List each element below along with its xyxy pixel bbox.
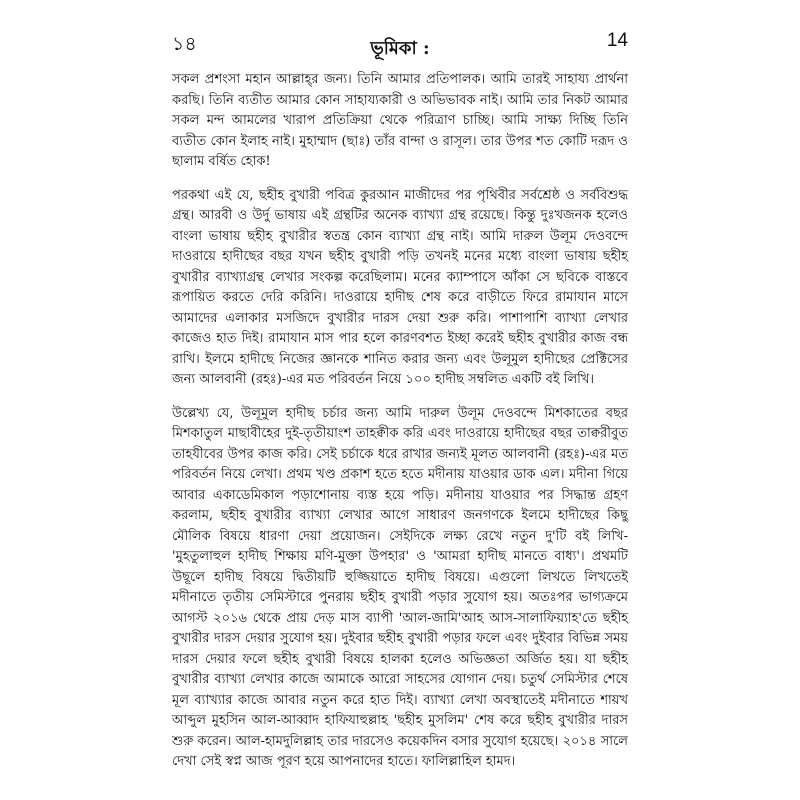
page-body	[172, 70, 628, 773]
page-number-english: 14	[606, 30, 628, 51]
paragraph-journey: উল্লেখ্য যে, উলূমুল হাদীছ চর্চার জন্য আমি দারুল উলূম দেওবন্দে মিশকাতের বছর মিশকাতুল মাছাবীহের দুই-তৃতীয়াংশ তাহক্বীক করি এবং দাওরায়ে হাদীছের বছর তাক্বরীবুত তাহযীবের উপর কাজ করি। সেই চর্চাকে ধরে রাখার জন্যই মূলত আলবানী (রহঃ)-এর মত পরিবর্তন নিয়ে লেখা। প্রথম খণ্ড প্রকাশ হতে হতে মদীনায় যাওয়ার ডাক এল। মদীনা গিয়ে আবার একাডেমিকাল পড়াশোনায় ব্যস্ত হয়ে পড়ি। মদীনায় যাওয়ার পর সিদ্ধান্ত গ্রহণ করলাম, ছহীহ বুখারীর ব্যাখ্যা লেখার আগে সাধারণ জনগণকে ইলমে হাদীছের কিছু মৌলিক বিষয়ে ধারণা দেয়া প্রয়োজন। সেইদিকে লক্ষ্য রেখে নতুন দু'টি বই লিখি- 'মুহতুলাহুল হাদীছ শিক্ষায় মণি-মুক্তা উপহার' ও 'আমরা হাদীছ মানতে বাধ্য'। প্রথমটি উছূলে হাদীছ বিষয়ে দ্বিতীয়টি হুজ্জিয়াতে হাদীছ বিষয়ে। এগুলো লিখতে লিখতেই মদীনাতে তৃতীয় সেমিস্টারে পুনরায় ছহীহ বুখারী পড়ার সুযোগ হয়। অতঃপর ভাগ্যক্রমে আগস্ট ২০১৬ থেকে প্রায় দেড় মাস ব্যাপী 'আল-জামি'আহ আস-সালাফিয়্যাহ'তে ছহীহ বুখারীর দারস দেয়ার সুযোগ হয়। দুইবার ছহীহ বুখারী পড়ার ফলে এবং দুইবার বিভিন্ন সময় দারস দেয়ার ফলে ছহীহ বুখারী বিষয়ে হালকা হলেও অভিজ্ঞতা অর্জিত হয়। যা ছহীহ বুখারীর ব্যাখ্যা লেখার কাজে আমাকে আরো সাহসের যোগান দেয়। চতুর্থ সেমিস্টার শেষে মূল ব্যাখ্যার কাজে আবার নতুন করে হাত দিই। ব্যাখ্যা লেখা অবস্থাতেই মদীনাতে শায়খ আব্দুল মুহসিন আল-আব্বাদ হাফিযাহুল্লাহ 'ছহীহ মুসলিম' শেষ করে ছহীহ বুখারীর দারস শুরু করেন। আল-হামদুলিল্লাহ তার দারসেও কয়েকদিন বসার সুযোগ হয়েছে। ২০১৪ সালে দেখা সেই স্বপ্ন আজ পূরণ হয়ে আপনাদের হাতে। ফালিল্লাহিল হামদ।	[172, 405, 628, 769]
page-title: ভূমিকা :	[370, 38, 430, 59]
paragraph-praise: সকল প্রশংসা মহান আল্লাহ্‌র জন্য। তিনি আমার প্রতিপালক। আমি তারই সাহায্য প্রার্থনা করছি। তিনি ব্যতীত আমার কোন সাহায্যকারী ও অভিভাবক নাই। আমি তার নিকট আমার সকল মন্দ আমলের খারাপ প্রতিক্রিয়া থেকে পরিত্রাণ চাচ্ছি। আমি সাক্ষ্য দিচ্ছি তিনি ব্যতীত কোন ইলাহ নাই। মুহাম্মাদ (ছাঃ) তাঁর বান্দা ও রাসূল। তার উপর শত কোটি দরূদ ও ছালাম বর্ষিত হোক!	[172, 72, 628, 169]
paragraph-background: পরকথা এই যে, ছহীহ বুখারী পবিত্র কুরআন মাজীদের পর পৃথিবীর সর্বশ্রেষ্ঠ ও সর্ববিশুদ্ধ গ্রন্থ। আরবী ও উর্দু ভাষায় এই গ্রন্থটির অনেক ব্যাখ্যা গ্রন্থ রয়েছে। কিন্তু দুঃখজনক হলেও বাংলা ভাষায় ছহীহ বুখারীর স্বতন্ত্র কোন ব্যাখ্যা গ্রন্থ নাই। আমি দারুল উলূম দেওবন্দে দাওরায়ে হাদীছের বছর যখন ছহীহ বুখারী পড়ি তখনই মনের মধ্যে বাংলা ভাষায় ছহীহ বুখারীর ব্যাখ্যাগ্রন্থ লেখার সংকল্প করেছিলাম। মনের ক্যাম্পাসে আঁকা সে ছবিকে বাস্তবে রূপায়িত করতে দেরি করিনি। দাওরায়ে হাদীছ শেষ করে বাড়ীতে ফিরে রামাযান মাসে আমাদের এলাকার মসজিদে বুখারীর দারস দেয়া শুরু করি। পাশাপাশি ব্যাখ্যা লেখার কাজেও হাত দিই। রামাযান মাস পার হলে কারণবশত ইচ্ছা করেই ছহীহ বুখারীর কাজ বন্ধ রাখি। ইলমে হাদীছে নিজের জ্ঞানকে শানিত করার জন্য এবং উলূমুল হাদীছের প্রেক্টিসের জন্য আলবানী (রহঃ)-এর মত পরিবর্তন নিয়ে ১০০ হাদীছ সম্বলিত একটি বই লিখি।	[172, 187, 628, 387]
page-header	[172, 30, 628, 62]
page-number-bengali: ১৪	[172, 33, 197, 55]
